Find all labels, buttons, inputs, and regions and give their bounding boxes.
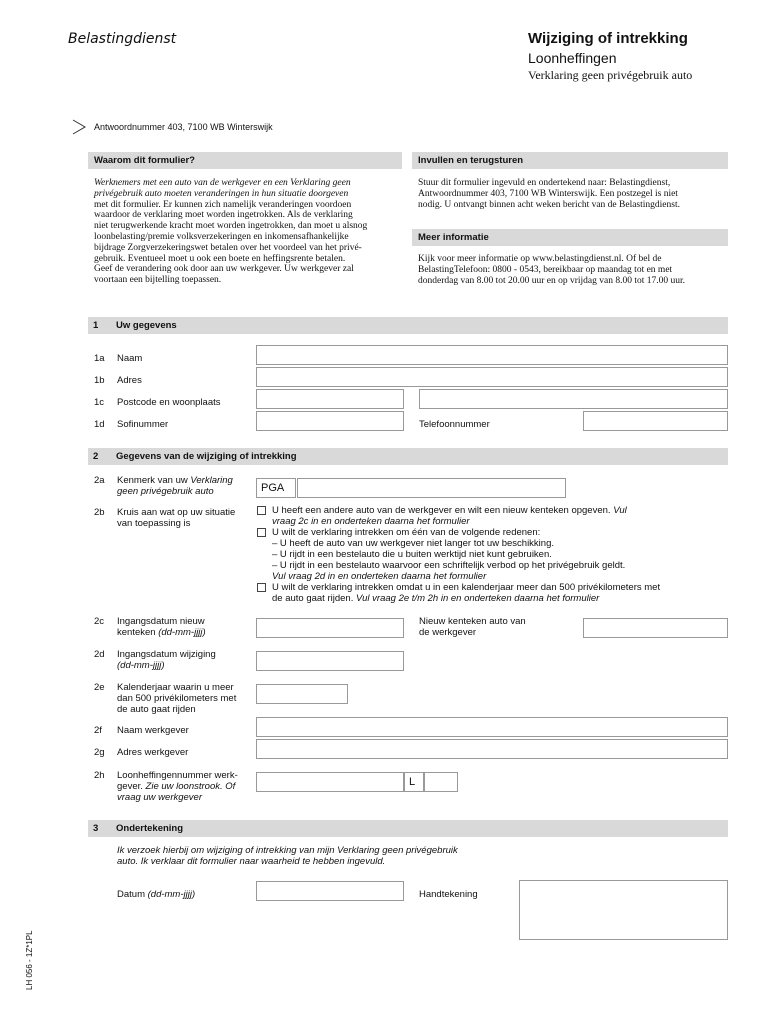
calendar-year-field[interactable] <box>256 684 348 704</box>
form-subtitle: Loonheffingen <box>528 50 617 66</box>
question-number: 2f <box>94 725 102 736</box>
option-revoke-checkbox[interactable] <box>257 528 266 537</box>
employer-address-field[interactable] <box>256 739 728 759</box>
option-text: U wilt de verklaring intrekken omdat u in een kalenderjaar meer dan 500 privékilometers met <box>272 582 661 593</box>
change-date-field[interactable] <box>256 651 404 671</box>
section-number: 2 <box>93 451 99 462</box>
why-line: met dit formulier. Er kunnen zich namelijk veranderingen voordoen <box>94 199 352 210</box>
label-text: Ingangsdatum nieuw <box>117 616 205 627</box>
calendar-year-label <box>117 682 252 715</box>
section-3-header <box>88 820 728 837</box>
info-line: donderdag van 8.00 tot 20.00 uur en op vrijdag van 8.00 tot 17.00 uur. <box>418 275 686 286</box>
label-text: vraag uw werkgever <box>117 792 203 803</box>
reference-label <box>117 475 252 497</box>
employer-address-label: Adres werkgever <box>117 747 189 758</box>
section-title: Uw gegevens <box>116 320 177 331</box>
signature-label: Handtekening <box>419 889 478 900</box>
name-field[interactable] <box>256 345 728 365</box>
reference-prefix: PGA <box>261 482 285 494</box>
question-number: 1c <box>94 397 105 408</box>
label-text: dan 500 privékilometers met <box>117 693 237 704</box>
declaration-line: auto. Ik verklaar dit formulier naar waarheid te hebben ingevuld. <box>117 856 386 867</box>
option-new-plate-text <box>272 505 732 527</box>
option-reason: – U rijdt in een bestelauto waarvoor een schriftelijk verbod op het privégebruik geldt. <box>272 560 626 571</box>
payroll-tax-number-label <box>117 770 252 803</box>
why-line: loonbelasting/premie volksverzekeringen en inkomensafhankelijke <box>94 231 349 242</box>
return-address: Antwoordnummer 403, 7100 WB Winterswijk <box>94 122 273 132</box>
label-text: Nieuw kenteken auto van <box>419 616 526 627</box>
label-text: de auto gaat rijden <box>117 704 196 715</box>
option-text: de auto gaat rijden. <box>272 593 354 604</box>
declaration-line: Ik verzoek hierbij om wijziging of intrekking van mijn Verklaring geen privégebruik <box>117 845 458 856</box>
why-line: bijdrage Zorgverzekeringswet betalen over het voordeel van het privé- <box>94 242 362 253</box>
situation-label <box>117 507 257 529</box>
label-text: van toepassing is <box>117 518 191 529</box>
info-line: Kijk voor meer informatie op www.belastingdienst.nl. Of bel de <box>418 254 662 264</box>
start-date-new-plate-field[interactable] <box>256 618 404 638</box>
send-header <box>412 152 728 169</box>
address-label: Adres <box>117 375 142 386</box>
label-text: Kruis aan wat op uw situatie <box>117 507 236 518</box>
why-text <box>94 178 404 286</box>
option-reason: – U heeft de auto van uw werkgever niet langer tot uw beschikking. <box>272 538 554 549</box>
label-text: Ingangsdatum wijziging <box>117 649 216 660</box>
date-label <box>117 889 195 900</box>
payroll-tax-suffix-field[interactable] <box>424 772 458 792</box>
phone-label: Telefoonnummer <box>419 419 490 430</box>
why-line: privégebruik auto moeten veranderingen in hun situatie doorgeven <box>94 188 349 199</box>
reference-field[interactable] <box>297 478 566 498</box>
why-line: gebruik. Eventueel moet u ook een boete en heffingsrente betalen. <box>94 253 346 264</box>
payroll-tax-letter-box <box>404 772 424 792</box>
new-plate-label <box>419 616 569 638</box>
why-line: voortaan een bijtelling toepassen. <box>94 275 222 286</box>
form-name: Verklaring geen privégebruik auto <box>528 68 693 82</box>
start-date-new-plate-label <box>117 616 252 638</box>
label-text: Verklaring <box>190 475 233 486</box>
section-2-header <box>88 448 728 465</box>
question-number: 1d <box>94 419 105 430</box>
brand-name: Belastingdienst <box>68 31 177 47</box>
name-label: Naam <box>117 353 143 364</box>
info-title: Meer informatie <box>418 232 489 243</box>
option-instruction: vraag 2c in en onderteken daarna het formulier <box>272 516 470 527</box>
option-revoke-text <box>272 527 732 582</box>
send-title: Invullen en terugsturen <box>418 155 524 166</box>
question-number: 2c <box>94 616 105 627</box>
date-format-hint: (dd-mm-jjjj) <box>158 627 206 638</box>
send-line: Antwoordnummer 403, 7100 WB Winterswijk. Een postzegel is niet <box>418 188 678 199</box>
question-number: 2a <box>94 475 105 486</box>
sofinummer-field[interactable] <box>256 411 404 431</box>
send-line: nodig. U ontvangt binnen acht weken bericht van de Belastingdienst. <box>418 199 680 210</box>
section-1-header <box>88 317 728 334</box>
option-text: U heeft een andere auto van de werkgever en wilt een nieuw kenteken opgeven. <box>272 505 611 516</box>
payroll-tax-number-field[interactable] <box>256 772 404 792</box>
label-text: Kenmerk van uw <box>117 475 188 486</box>
label-text: de werkgever <box>419 627 477 638</box>
sofinummer-label: Sofinummer <box>117 419 169 430</box>
why-line: niet terugwerkende kracht moet worden ingetrokken, dan moet u alsnog <box>94 221 368 232</box>
option-instruction: Vul vraag 2e t/m 2h in en onderteken daarna het formulier <box>355 593 600 604</box>
label-text: gever. <box>117 781 143 792</box>
payroll-tax-letter: L <box>409 776 416 788</box>
option-instruction: Vul vraag 2d in en onderteken daarna het formulier <box>272 571 487 582</box>
form-code: LH 056 - 1Z*1PL <box>25 930 34 990</box>
city-field[interactable] <box>419 389 728 409</box>
new-plate-field[interactable] <box>583 618 728 638</box>
reference-prefix-box <box>256 478 296 498</box>
send-line: Stuur dit formulier ingevuld en ondertekend naar: Belastingdienst, <box>418 178 671 188</box>
section-number: 3 <box>93 823 99 834</box>
why-title: Waarom dit formulier? <box>94 155 195 166</box>
postcode-field[interactable] <box>256 389 404 409</box>
declaration-text <box>117 845 577 867</box>
section-title: Ondertekening <box>116 823 184 834</box>
signature-field[interactable] <box>519 880 728 940</box>
question-number: 2d <box>94 649 105 660</box>
question-number: 1b <box>94 375 105 386</box>
label-text: Kalenderjaar waarin u meer <box>117 682 234 693</box>
date-format-hint: (dd-mm-jjjj) <box>147 889 196 900</box>
why-line: waardoor de verklaring moet worden ingetrokken. Als de verklaring <box>94 210 353 221</box>
question-number: 2g <box>94 747 105 758</box>
employer-name-field[interactable] <box>256 717 728 737</box>
info-header <box>412 229 728 246</box>
label-text: geen privégebruik auto <box>117 486 214 497</box>
question-number: 2e <box>94 682 105 693</box>
phone-field[interactable] <box>583 411 728 431</box>
label-text: kenteken <box>117 627 156 638</box>
info-line: BelastingTelefoon: 0800 - 0543, bereikbaar op maandag tot en met <box>418 264 673 275</box>
option-text: U wilt de verklaring intrekken om één van de volgende redenen: <box>272 527 541 538</box>
label-text: Loonheffingennummer werk- <box>117 770 238 781</box>
info-text <box>418 254 728 286</box>
postcode-label: Postcode en woonplaats <box>117 397 221 408</box>
change-date-label <box>117 649 252 671</box>
section-number: 1 <box>93 320 99 331</box>
chevron-right-icon <box>72 119 86 135</box>
employer-name-label: Naam werkgever <box>117 725 189 736</box>
label-text: Zie uw loonstrook. Of <box>145 781 236 792</box>
question-number: 1a <box>94 353 105 364</box>
question-number: 2h <box>94 770 105 781</box>
why-line: Werknemers met een auto van de werkgever en een Verklaring geen <box>94 178 351 188</box>
option-instruction: Vul <box>613 505 627 516</box>
question-number: 2b <box>94 507 105 518</box>
why-line: Geef de verandering ook door aan uw werkgever. Uw werkgever zal <box>94 264 354 275</box>
option-500km-checkbox[interactable] <box>257 583 266 592</box>
label-text: Datum <box>117 889 145 900</box>
send-text <box>418 178 728 210</box>
option-500km-text <box>272 582 732 604</box>
option-reason: – U rijdt in een bestelauto die u buiten werktijd niet kunt gebruiken. <box>272 549 552 560</box>
option-new-plate-checkbox[interactable] <box>257 506 266 515</box>
section-title: Gegevens van de wijziging of intrekking <box>116 451 297 462</box>
why-header <box>88 152 402 169</box>
address-field[interactable] <box>256 367 728 387</box>
form-title: Wijziging of intrekking <box>528 30 688 47</box>
date-format-hint: (dd-mm-jjjj) <box>117 660 165 671</box>
signature-date-field[interactable] <box>256 881 404 901</box>
